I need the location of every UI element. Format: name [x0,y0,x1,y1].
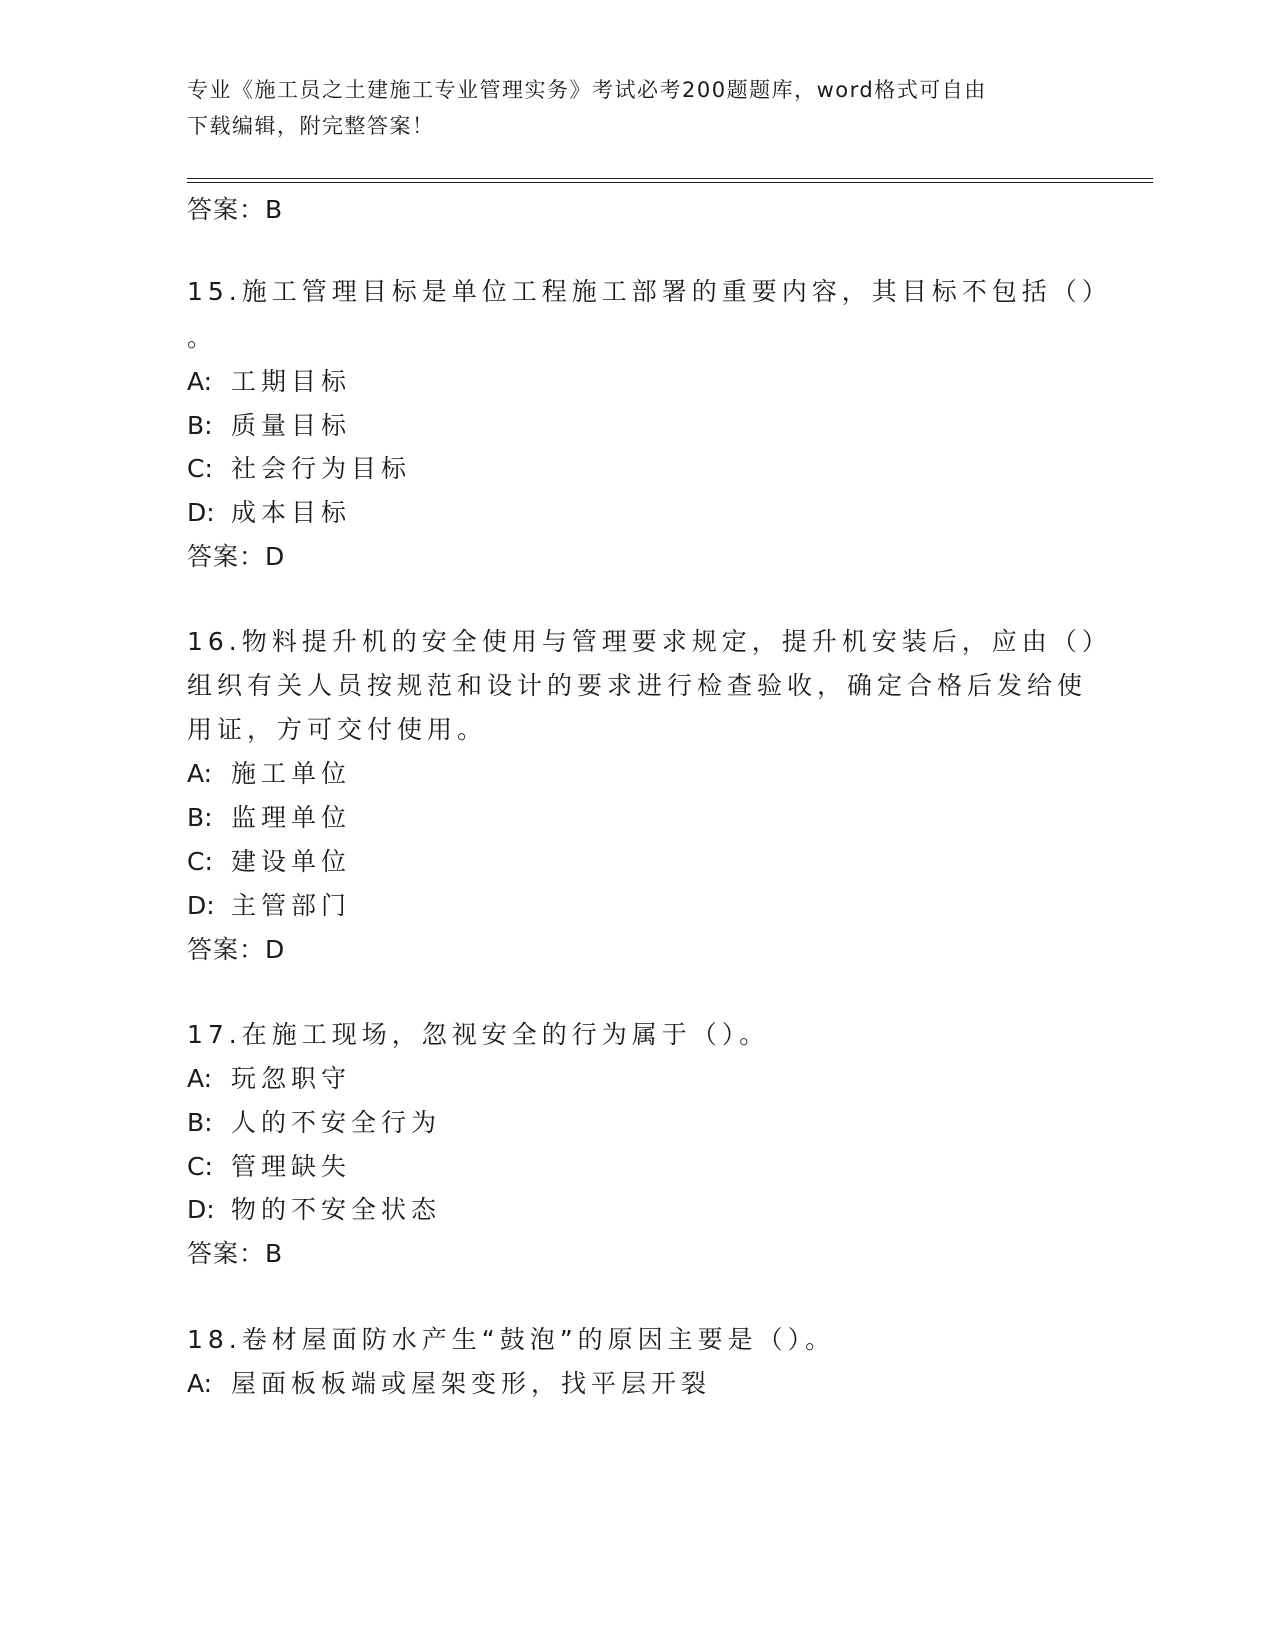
question-17-option-d [187,1190,441,1226]
question-15-option-d [187,493,351,529]
option-label: D: [187,891,215,920]
option-label: C: [187,847,213,876]
option-label: A: [187,367,213,396]
header-divider-top [187,178,1153,179]
question-15-line-1: 15.施工管理目标是单位工程施工部署的重要内容，其目标不包括（） [187,277,1112,306]
option-label: A: [187,1064,213,1093]
question-16-line-3: 用证，方可交付使用。 [187,715,488,744]
document-header [187,72,1067,144]
header-divider-bottom [187,182,1153,183]
option-label: A: [187,1369,213,1398]
option-text: 社会行为目标 [231,454,412,483]
option-label: D: [187,498,215,527]
question-16-line-1: 16.物料提升机的安全使用与管理要求规定，提升机安装后，应由（） [187,627,1112,656]
header-line-1: 专业《施工员之土建施工专业管理实务》考试必考200题题库，word格式可自由 [187,78,987,102]
option-label: D: [187,1195,215,1224]
header-line-2: 下载编辑，附完整答案！ [187,114,435,138]
option-label: A: [187,759,213,788]
question-16-line-2: 组织有关人员按规范和设计的要求进行检查验收，确定合格后发给使 [187,671,1088,700]
question-15-option-c [187,449,411,485]
question-15-option-b [187,406,351,442]
option-text: 监理单位 [231,803,352,832]
option-label: B: [187,411,213,440]
option-label: B: [187,1108,213,1137]
option-text: 物的不安全状态 [231,1195,442,1224]
option-label: C: [187,1152,213,1181]
question-16-option-d [187,886,351,922]
option-text: 玩忽职守 [231,1064,352,1093]
answer-prev: 答案：B [187,195,284,224]
question-17-option-a [187,1059,351,1095]
question-16-option-c [187,842,351,878]
question-16-option-b [187,798,351,834]
question-18-line-1: 18.卷材屋面防水产生“鼓泡”的原因主要是（）。 [187,1325,836,1354]
question-16-option-a [187,754,351,790]
option-text: 工期目标 [231,367,352,396]
option-text: 成本目标 [231,498,352,527]
question-15-option-a [187,362,351,398]
option-text: 屋面板板端或屋架变形，找平层开裂 [231,1369,712,1398]
question-17-line-1: 17.在施工现场，忽视安全的行为属于（）。 [187,1020,770,1049]
question-15-answer: 答案：D [187,542,286,571]
question-17-option-b [187,1103,441,1139]
option-label: B: [187,803,213,832]
question-17-option-c [187,1147,351,1183]
question-17-answer: 答案：B [187,1239,284,1268]
question-15-line-2: 。 [187,323,218,352]
option-text: 质量目标 [231,411,352,440]
option-text: 主管部门 [231,891,352,920]
question-18-option-a [187,1364,711,1400]
option-text: 施工单位 [231,759,352,788]
option-label: C: [187,454,213,483]
option-text: 管理缺失 [231,1152,352,1181]
question-16-answer: 答案：D [187,935,286,964]
option-text: 建设单位 [231,847,352,876]
option-text: 人的不安全行为 [231,1108,442,1137]
